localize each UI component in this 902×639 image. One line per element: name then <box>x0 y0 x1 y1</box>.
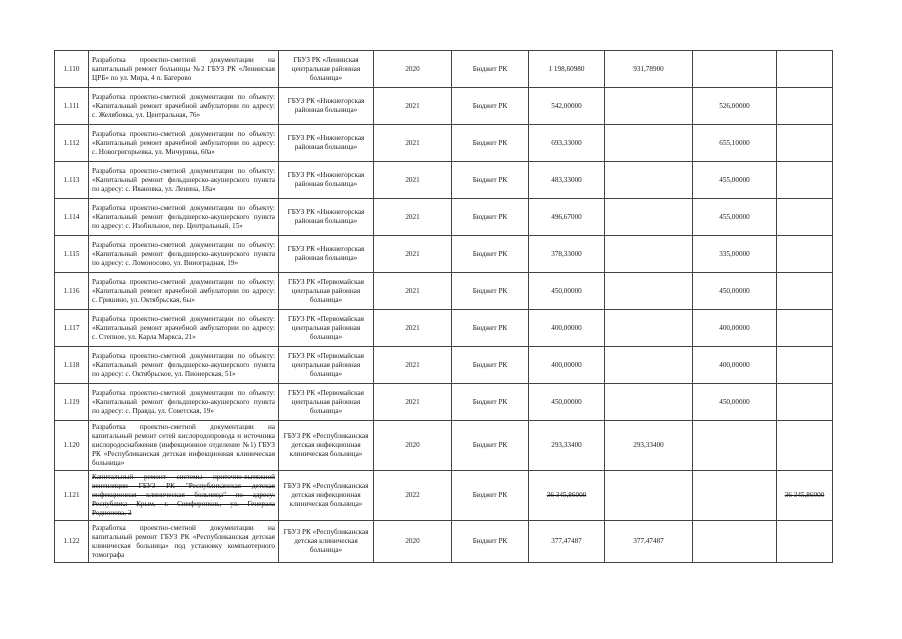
row-customer: ГБУЗ РК «Республиканская детская инфекционная клиническая больница» <box>279 471 374 521</box>
row-description: Разработка проектно-сметной документации по объекту: «Капитальный ремонт фельдшерско-акушерского пункта по адресу: с. Ивановка, ул. Ленина, 18а» <box>89 162 279 199</box>
row-amount-c <box>777 236 833 273</box>
row-funding-source: Бюджет РК <box>452 88 529 125</box>
row-total-amount: 483,33000 <box>529 162 605 199</box>
row-number: 1.116 <box>55 273 89 310</box>
row-total-amount: 400,00000 <box>529 347 605 384</box>
table-row <box>55 421 833 471</box>
row-amount-a <box>605 162 693 199</box>
row-number: 1.112 <box>55 125 89 162</box>
row-number: 1.118 <box>55 347 89 384</box>
row-amount-c <box>777 199 833 236</box>
table-row <box>55 347 833 384</box>
row-amount-c: 36 345,86000 <box>777 471 833 521</box>
row-year: 2021 <box>374 384 452 421</box>
row-amount-b: 335,00000 <box>693 236 777 273</box>
row-amount-c <box>777 521 833 563</box>
row-year: 2022 <box>374 471 452 521</box>
row-customer: ГБУЗ РК «Нижнегорская районная больница» <box>279 88 374 125</box>
row-amount-a <box>605 384 693 421</box>
row-amount-a: 293,33400 <box>605 421 693 471</box>
row-funding-source: Бюджет РК <box>452 347 529 384</box>
row-amount-c <box>777 125 833 162</box>
row-year: 2021 <box>374 273 452 310</box>
row-amount-a: 931,78900 <box>605 51 693 88</box>
row-total-amount: 693,33000 <box>529 125 605 162</box>
document-page <box>54 50 832 563</box>
row-number: 1.114 <box>55 199 89 236</box>
row-number: 1.110 <box>55 51 89 88</box>
row-number: 1.117 <box>55 310 89 347</box>
row-amount-c <box>777 347 833 384</box>
row-customer: ГБУЗ РК «Первомайская центральная районная больница» <box>279 384 374 421</box>
row-funding-source: Бюджет РК <box>452 521 529 563</box>
row-total-amount: 542,00000 <box>529 88 605 125</box>
row-amount-c <box>777 384 833 421</box>
row-amount-a <box>605 347 693 384</box>
row-amount-a <box>605 199 693 236</box>
row-description: Разработка проектно-сметной документации по объекту: «Капитальный ремонт врачебной амбулатории по адресу: с. Степное, ул. Карла Маркса, 21» <box>89 310 279 347</box>
row-total-amount: 1 198,60980 <box>529 51 605 88</box>
row-customer: ГБУЗ РК «Республиканская детская клиническая больница» <box>279 521 374 563</box>
table-row <box>55 88 833 125</box>
row-total-amount: 377,47487 <box>529 521 605 563</box>
row-customer: ГБУЗ РК «Республиканская детская инфекционная клиническая больница» <box>279 421 374 471</box>
row-year: 2020 <box>374 421 452 471</box>
table-row <box>55 471 833 521</box>
row-year: 2021 <box>374 347 452 384</box>
row-amount-c <box>777 273 833 310</box>
program-table <box>54 50 833 563</box>
row-number: 1.113 <box>55 162 89 199</box>
row-number: 1.115 <box>55 236 89 273</box>
row-amount-b: 455,00000 <box>693 162 777 199</box>
row-total-amount: 378,33000 <box>529 236 605 273</box>
row-amount-a <box>605 471 693 521</box>
row-funding-source: Бюджет РК <box>452 236 529 273</box>
row-year: 2021 <box>374 125 452 162</box>
table-row <box>55 125 833 162</box>
row-year: 2021 <box>374 310 452 347</box>
row-description: Разработка проектно-сметной документации на капитальный ремонт ГБУЗ РК «Республиканская детская клиническая больница» под установку компьютерного томографа <box>89 521 279 563</box>
row-funding-source: Бюджет РК <box>452 162 529 199</box>
row-amount-b: 400,00000 <box>693 310 777 347</box>
row-amount-b <box>693 421 777 471</box>
row-amount-a <box>605 88 693 125</box>
row-funding-source: Бюджет РК <box>452 51 529 88</box>
row-funding-source: Бюджет РК <box>452 421 529 471</box>
row-amount-a <box>605 310 693 347</box>
row-amount-a <box>605 273 693 310</box>
row-amount-c <box>777 88 833 125</box>
row-year: 2021 <box>374 162 452 199</box>
row-amount-c <box>777 51 833 88</box>
row-customer: ГБУЗ РК «Ленинская центральная районная больница» <box>279 51 374 88</box>
row-year: 2020 <box>374 521 452 563</box>
row-customer: ГБУЗ РК «Нижнегорская районная больница» <box>279 162 374 199</box>
row-funding-source: Бюджет РК <box>452 199 529 236</box>
row-description: Разработка проектно-сметной документации по объекту: «Капитальный ремонт фельдшерско-акушерского пункта по адресу: с. Изобильное, пер. Центральный, 15» <box>89 199 279 236</box>
row-funding-source: Бюджет РК <box>452 273 529 310</box>
row-description: Разработка проектно-сметной документации по объекту: «Капитальный ремонт фельдшерско-акушерского пункта по адресу: с. Октябрьское, ул. Пионерская, 51» <box>89 347 279 384</box>
row-year: 2021 <box>374 236 452 273</box>
row-description: Разработка проектно-сметной документации на капитальный ремонт больницы №2 ГБУЗ РК «Ленинская ЦРБ» по ул. Мира, 4 п. Багерово <box>89 51 279 88</box>
row-description: Разработка проектно-сметной документации по объекту: «Капитальный ремонт фельдшерско-акушерского пункта по адресу: с. Правда, ул. Советская, 19» <box>89 384 279 421</box>
row-number: 1.119 <box>55 384 89 421</box>
row-amount-b: 455,00000 <box>693 199 777 236</box>
row-amount-b <box>693 471 777 521</box>
row-description: Капитальный ремонт системы приточно-вытяжной вентиляции ГБУЗ РК "Республиканская детская инфекционная клиническая больница" по адресу: Республика Крым, г. Симферополь, ул. Генерала Родионова, 3 <box>89 471 279 521</box>
row-total-amount: 400,00000 <box>529 310 605 347</box>
row-funding-source: Бюджет РК <box>452 384 529 421</box>
row-total-amount: 36 345,86000 <box>529 471 605 521</box>
row-customer: ГБУЗ РК «Первомайская центральная районная больница» <box>279 347 374 384</box>
row-customer: ГБУЗ РК «Нижнегорская районная больница» <box>279 125 374 162</box>
row-description: Разработка проектно-сметной документации по объекту: «Капитальный ремонт врачебной амбулатории по адресу: с. Желябовка, ул. Центральная, 76» <box>89 88 279 125</box>
row-number: 1.120 <box>55 421 89 471</box>
row-description: Разработка проектно-сметной документации по объекту: «Капитальный ремонт врачебной амбулатории по адресу: с. Гришино, ул. Октябрьская, 6ы» <box>89 273 279 310</box>
row-customer: ГБУЗ РК «Первомайская центральная районная больница» <box>279 310 374 347</box>
table-row <box>55 384 833 421</box>
row-amount-b <box>693 51 777 88</box>
row-year: 2021 <box>374 88 452 125</box>
table-row <box>55 521 833 563</box>
row-amount-c <box>777 162 833 199</box>
row-total-amount: 450,00000 <box>529 273 605 310</box>
row-total-amount: 293,33400 <box>529 421 605 471</box>
row-amount-b: 450,00000 <box>693 273 777 310</box>
row-amount-c <box>777 421 833 471</box>
row-amount-b: 450,00000 <box>693 384 777 421</box>
row-customer: ГБУЗ РК «Нижнегорская районная больница» <box>279 199 374 236</box>
row-description: Разработка проектно-сметной документации по объекту: «Капитальный ремонт фельдшерско-акушерского пункта по адресу: с. Ломоносово, ул. Виноградная, 19» <box>89 236 279 273</box>
table-row <box>55 273 833 310</box>
row-customer: ГБУЗ РК «Первомайская центральная районная больница» <box>279 273 374 310</box>
row-amount-a <box>605 125 693 162</box>
table-row <box>55 162 833 199</box>
row-amount-b: 400,00000 <box>693 347 777 384</box>
row-description: Разработка проектно-сметной документации по объекту: «Капитальный ремонт врачебной амбулатории по адресу: с. Новогригорьевка, ул. Мичурина, 60а» <box>89 125 279 162</box>
table-row <box>55 310 833 347</box>
row-amount-b: 526,00000 <box>693 88 777 125</box>
row-year: 2020 <box>374 51 452 88</box>
row-funding-source: Бюджет РК <box>452 125 529 162</box>
row-amount-b: 655,10000 <box>693 125 777 162</box>
table-row <box>55 236 833 273</box>
table-row <box>55 199 833 236</box>
row-amount-a <box>605 236 693 273</box>
row-number: 1.122 <box>55 521 89 563</box>
row-amount-b <box>693 521 777 563</box>
row-funding-source: Бюджет РК <box>452 471 529 521</box>
row-amount-c <box>777 310 833 347</box>
row-total-amount: 496,67000 <box>529 199 605 236</box>
table-row <box>55 51 833 88</box>
row-funding-source: Бюджет РК <box>452 310 529 347</box>
row-year: 2021 <box>374 199 452 236</box>
row-customer: ГБУЗ РК «Нижнегорская районная больница» <box>279 236 374 273</box>
row-number: 1.121 <box>55 471 89 521</box>
row-amount-a: 377,47487 <box>605 521 693 563</box>
row-description: Разработка проектно-сметной документации на капитальный ремонт сетей кислородопровода и источника кислородоснабжения (инфекционное отделение №1) ГБУЗ РК «Республиканская детская инфекционная клиническая больница» <box>89 421 279 471</box>
row-number: 1.111 <box>55 88 89 125</box>
row-total-amount: 450,00000 <box>529 384 605 421</box>
